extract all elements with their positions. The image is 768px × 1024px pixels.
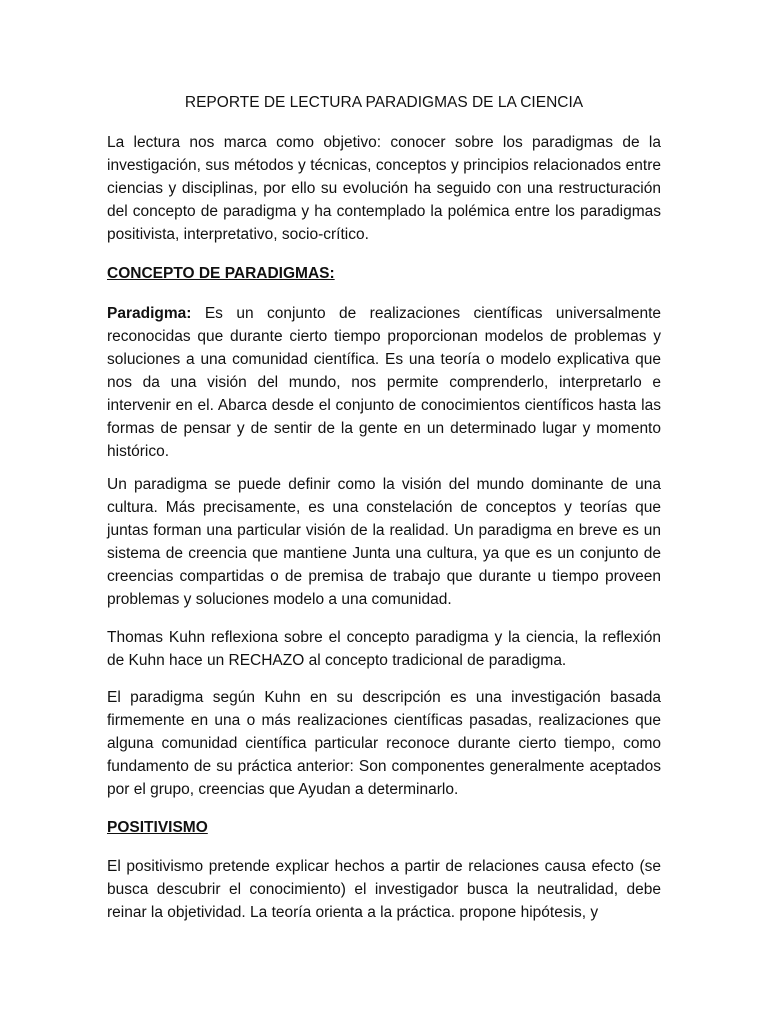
section-heading-concepto: CONCEPTO DE PARADIGMAS: bbox=[107, 265, 335, 282]
paradigma-definition-paragraph bbox=[107, 302, 661, 463]
intro-paragraph: La lectura nos marca como objetivo: conocer sobre los paradigmas de la investigación, sus métodos y técnicas, conceptos y principios relacionados entre ciencias y disciplinas, por ello su evolución ha seguido con una restructuración del concepto de paradigma y ha contemplado la polémica entre los paradigmas positivista, interpretativo, socio-crítico. bbox=[107, 134, 661, 243]
document-title: REPORTE DE LECTURA PARADIGMAS DE LA CIENCIA bbox=[184, 94, 584, 111]
section-heading-positivismo: POSITIVISMO bbox=[107, 819, 208, 836]
kuhn-description-paragraph: El paradigma según Kuhn en su descripción es una investigación basada firmemente en una o más realizaciones científicas pasadas, realizaciones que alguna comunidad científica particular reconoce durante cierto tiempo, como fundamento de su práctica anterior: Son componentes generalmente aceptados por el grupo, creencias que Ayudan a determinarlo. bbox=[107, 689, 661, 798]
paradigm-vision-paragraph: Un paradigma se puede definir como la visión del mundo dominante de una cultura. Más precisamente, es una constelación de conceptos y teorías que juntas forman una particular visión de la realidad. Un paradigma en breve es un sistema de creencia que mantiene Junta una cultura, ya que es un conjunto de creencias compartidas o de premisa de trabajo que durante u tiempo proveen problemas y soluciones modelo a una comunidad. bbox=[107, 476, 661, 608]
positivismo-paragraph: El positivismo pretende explicar hechos a partir de relaciones causa efecto (se busca descubrir el conocimiento) el investigador busca la neutralidad, debe reinar la objetividad. La teoría orienta a la práctica. propone hipótesis, y bbox=[107, 858, 661, 921]
kuhn-reflection-paragraph: Thomas Kuhn reflexiona sobre el concepto paradigma y la ciencia, la reflexión de Kuhn hace un RECHAZO al concepto tradicional de paradigma. bbox=[107, 629, 661, 669]
document-page bbox=[107, 0, 661, 1024]
paradigma-definition-text: Es un conjunto de realizaciones científicas universalmente reconocidas que durante cierto tiempo proporcionan modelos de problemas y soluciones a una comunidad científica. Es una teoría o modelo explicativa que nos da una visión del mundo, nos permite comprenderlo, interpretarlo e intervenir en el. Abarca desde el conjunto de conocimientos científicos hasta las formas de pensar y de sentir de la gente en un determinado lugar y momento histórico. bbox=[107, 305, 661, 460]
paradigma-term-label: Paradigma: bbox=[107, 305, 192, 322]
